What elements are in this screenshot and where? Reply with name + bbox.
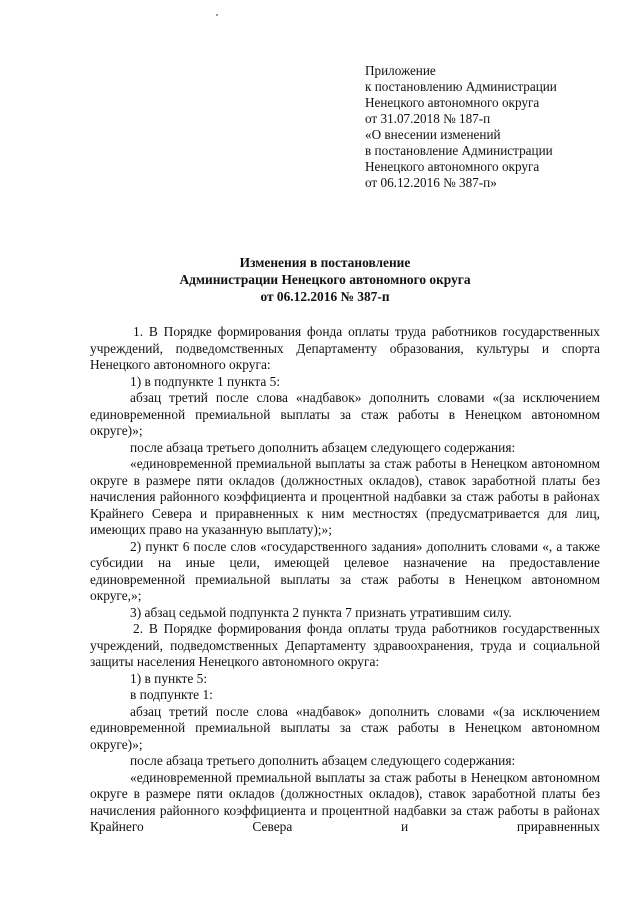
appendix-line: Ненецкого автономного округа [365,95,540,110]
paragraph: после абзаца третьего дополнить абзацем следующего содержания: [130,439,516,455]
appendix-line: от 31.07.2018 № 187-п [365,111,491,126]
paragraph: абзац третий после слова «надбавок» дополнить словами «(за исключением единовременной премиальной выплаты за стаж работы в Ненецком автономном округе)»; [90,390,600,438]
title-line: Изменения в постановление [239,255,411,270]
appendix-line: к постановлению Администрации [365,79,557,94]
paragraph: после абзаца третьего дополнить абзацем следующего содержания: [130,753,516,768]
document-body [90,324,600,836]
paragraph: 3) абзац седьмой подпункта 2 пункта 7 признать утратившим силу. [130,604,512,620]
title-line: Администрации Ненецкого автономного округа [179,272,471,287]
appendix-line: от 06.12.2016 № 387-п» [365,175,497,190]
title-line: от 06.12.2016 № 387-п [260,289,390,304]
appendix-line: в постановление Администрации [365,143,553,158]
appendix-line: Ненецкого автономного округа [365,159,540,174]
appendix-line: Приложение [365,63,436,78]
paragraph: в подпункте 1: [130,687,213,702]
paragraph: 2. В Порядке формирования фонда оплаты труда работников государственных учреждений, подведомственных Департаменту здравоохранения, труда и социальной защиты населения Ненецкого автономного округа: [90,621,600,669]
document-title [80,254,570,305]
paragraph: 2) пункт 6 после слов «государственного задания» дополнить словами «, а также субсидии на иные цели, имеющей целевое назначение на предоставление единовременной премиальной выплаты за стаж работы в Ненецком автономном округе,»; [90,538,600,603]
paragraph: абзац третий после слова «надбавок» дополнить словами «(за исключением единовременной премиальной выплаты за стаж работы в Ненецком автономном округе)»; [90,703,600,752]
appendix-line: «О внесении изменений [365,127,501,142]
paragraph: 1. В Порядке формирования фонда оплаты труда работников государственных учреждений, подведомственных Департаменту образования, культуры и спорта Ненецкого автономного округа: [90,324,600,372]
paragraph: «единовременной премиальной выплаты за стаж работы в Ненецком автономном округе в размере пяти окладов (должностных окладов), ставок заработной платы без начисления районного коэффициента и процентной надбавки за стаж работы в районах Крайнего Севера и приравненных [90,769,600,834]
appendix-block [365,63,635,191]
paragraph: «единовременной премиальной выплаты за стаж работы в Ненецком автономном округе в размере пяти окладов (должностных окладов), ставок заработной платы без начисления районного коэффициента и процентной надбавки за стаж работы в районах Крайнего Севера и приравненных к ним местностях (предусматривается для лиц, имеющих право на указанную выплату);»; [90,456,600,537]
paragraph: 1) в подпункте 1 пункта 5: [130,373,281,389]
paragraph: 1) в пункте 5: [130,670,208,686]
scan-speck [216,14,218,16]
